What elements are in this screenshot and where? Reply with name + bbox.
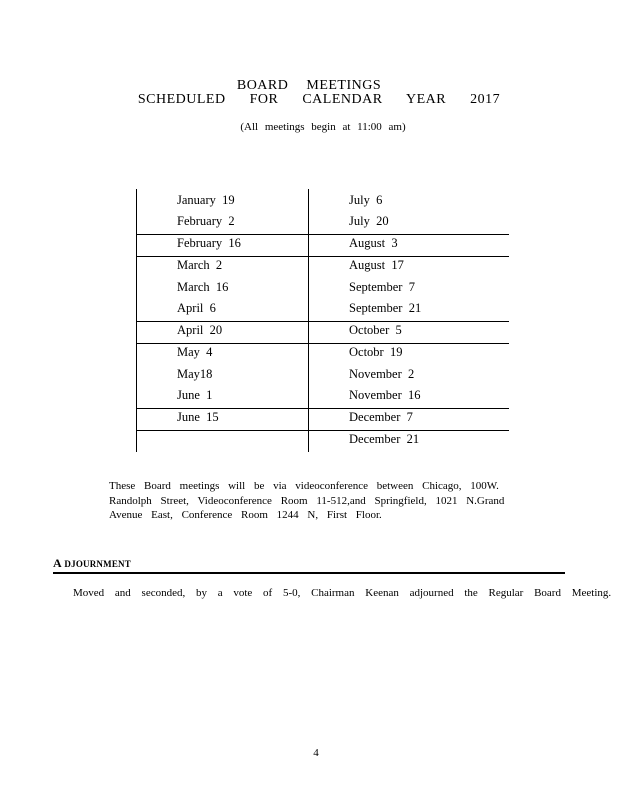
meeting-date: September 7 [349, 280, 415, 294]
location-line: These Board meetings will be via videoconference between Chicago, 100W. [109, 480, 499, 492]
heading-rest: DJOURNMENT [64, 559, 131, 569]
meeting-date: August 3 [349, 236, 398, 250]
meeting-date: March 16 [177, 280, 229, 294]
table-rule [136, 343, 509, 344]
meeting-date: May 4 [177, 345, 213, 359]
meeting-date: April 6 [177, 301, 216, 315]
title-line-2: SCHEDULED FOR CALENDAR YEAR 2017 [137, 92, 501, 107]
meeting-date: July 6 [349, 193, 383, 207]
page-number: 4 [313, 747, 319, 759]
meeting-date: June 15 [177, 410, 219, 424]
meeting-date: July 20 [349, 214, 389, 228]
adjournment-heading [53, 556, 131, 571]
table-rule [136, 408, 509, 409]
section-rule [53, 572, 565, 574]
meeting-date: November 2 [349, 367, 415, 381]
meeting-date: April 20 [177, 323, 223, 337]
meeting-date: February 16 [177, 236, 241, 250]
location-line: Randolph Street, Videoconference Room 11-512,and Springfield, 1021 N.Grand [109, 494, 505, 507]
table-rule [136, 256, 509, 257]
meeting-date: Octobr 19 [349, 345, 403, 359]
meeting-date: October 5 [349, 323, 402, 337]
table-rule [136, 234, 509, 235]
location-line: Avenue East, Conference Room 1244 N, First Floor. [109, 509, 382, 521]
table-rule [136, 321, 509, 322]
meeting-date: December 7 [349, 410, 413, 424]
meeting-date: March 2 [177, 258, 223, 272]
meeting-date: May18 [177, 367, 213, 381]
heading-initial: A [53, 556, 62, 570]
meeting-date: June 1 [177, 388, 213, 402]
meeting-location-paragraph [109, 479, 509, 523]
meeting-date: September 21 [349, 301, 422, 315]
meeting-date: August 17 [349, 258, 404, 272]
meeting-time-note: (All meetings begin at 11:00 am) [240, 121, 406, 133]
adjournment-text: Moved and seconded, by a vote of 5-0, Chairman Keenan adjourned the Regular Board Meeting. [73, 587, 612, 599]
title-line-1: BOARD MEETINGS [236, 78, 382, 93]
meeting-schedule-table [136, 189, 509, 452]
meeting-date: November 16 [349, 388, 421, 402]
meeting-date: January 19 [177, 193, 235, 207]
meeting-date: December 21 [349, 432, 420, 446]
meeting-date: February 2 [177, 214, 235, 228]
table-rule [136, 430, 509, 431]
